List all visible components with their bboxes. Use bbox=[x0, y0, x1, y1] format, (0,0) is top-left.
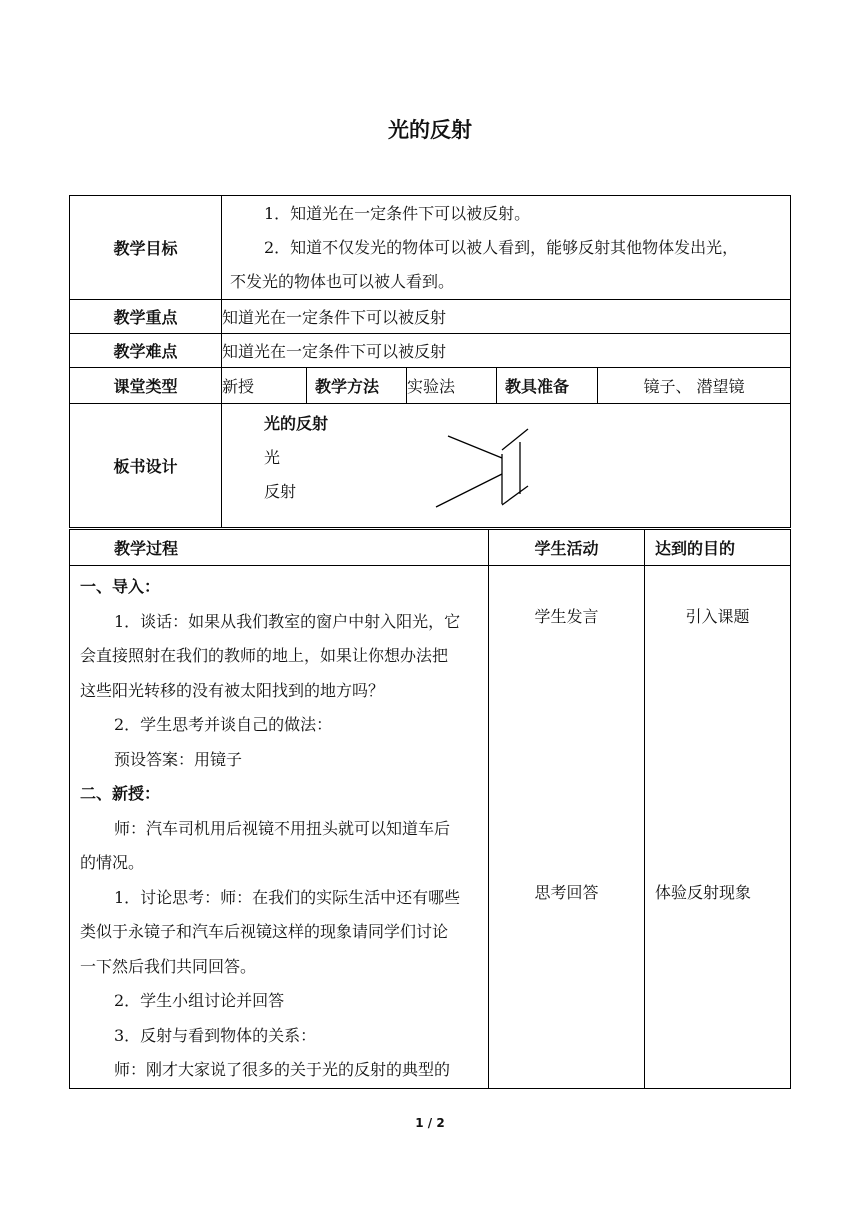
new-para-1-line-2: 的情况。 bbox=[80, 853, 145, 872]
process-content bbox=[70, 566, 489, 1089]
objective-line-2: 2．知道不仅发光的物体可以被人看到，能够反射其他物体发出光， bbox=[264, 237, 739, 257]
difficulty-label: 教学难点 bbox=[70, 334, 222, 368]
intro-para-3: 预设答案：用镜子 bbox=[114, 749, 243, 769]
difficulty-value: 知道光在一定条件下可以被反射 bbox=[222, 334, 791, 368]
process-table bbox=[69, 529, 791, 1089]
board-row bbox=[70, 404, 791, 528]
teaching-tools-label: 教具准备 bbox=[497, 368, 598, 404]
mirror-bottom-edge bbox=[502, 486, 528, 505]
activity-2: 思考回答 bbox=[534, 883, 599, 902]
key-point-value: 知道光在一定条件下可以被反射 bbox=[222, 300, 791, 334]
reflection-diagram bbox=[422, 404, 562, 526]
difficulty-row bbox=[70, 334, 791, 368]
process-body-row bbox=[70, 566, 791, 1089]
objectives-row bbox=[70, 196, 791, 300]
new-para-2-line-1: 1．讨论思考：师：在我们的实际生活中还有哪些 bbox=[114, 887, 461, 907]
teaching-method-value: 实验法 bbox=[407, 368, 497, 404]
key-point-label: 教学重点 bbox=[70, 300, 222, 334]
goal-header: 达到的目的 bbox=[645, 530, 791, 566]
intro-para-1-line-2: 会直接照射在我们的教师的地上，如果让你想办法把 bbox=[80, 646, 449, 665]
process-header-row bbox=[70, 530, 791, 566]
incident-ray-upper bbox=[448, 436, 502, 458]
activity-header: 学生活动 bbox=[489, 530, 645, 566]
new-para-2-line-3: 一下然后我们共同回答。 bbox=[80, 956, 257, 976]
goal-1: 引入课题 bbox=[685, 607, 750, 626]
activity-column bbox=[489, 566, 645, 1089]
intro-para-1-line-1: 1．谈话：如果从我们教室的窗户中射入阳光，它 bbox=[114, 611, 461, 631]
class-type-value: 新授 bbox=[222, 368, 307, 404]
section-new-title: 二、新授： bbox=[80, 784, 161, 803]
objectives-content bbox=[222, 196, 791, 300]
page-number: 1 / 2 bbox=[415, 1116, 445, 1130]
lesson-info-table bbox=[69, 195, 791, 528]
activity-1: 学生发言 bbox=[534, 607, 599, 626]
teaching-method-label: 教学方法 bbox=[307, 368, 407, 404]
objectives-label: 教学目标 bbox=[70, 196, 222, 300]
objective-line-3: 不发光的物体也可以被人看到。 bbox=[230, 271, 455, 291]
goal-column bbox=[645, 566, 791, 1089]
new-para-4: 3．反射与看到物体的关系： bbox=[114, 1025, 317, 1045]
new-para-3: 2．学生小组讨论并回答 bbox=[114, 991, 285, 1010]
key-point-row bbox=[70, 300, 791, 334]
page-title: 光的反射 bbox=[388, 118, 472, 142]
board-content bbox=[222, 404, 791, 528]
mirror-top-edge bbox=[502, 429, 528, 450]
objective-line-1: 1．知道光在一定条件下可以被反射。 bbox=[264, 203, 531, 223]
board-line-reflect: 反射 bbox=[264, 482, 297, 501]
section-intro-title: 一、导入： bbox=[80, 577, 161, 596]
process-header: 教学过程 bbox=[70, 530, 489, 566]
board-heading: 光的反射 bbox=[264, 414, 329, 433]
new-para-1-line-1: 师：汽车司机用后视镜不用扭头就可以知道车后 bbox=[114, 818, 451, 838]
class-info-row bbox=[70, 368, 791, 404]
new-para-5: 师：刚才大家说了很多的关于光的反射的典型的 bbox=[114, 1060, 451, 1079]
incident-ray-lower bbox=[436, 474, 502, 507]
class-type-label: 课堂类型 bbox=[70, 368, 222, 404]
goal-2: 体验反射现象 bbox=[655, 883, 752, 902]
board-line-light: 光 bbox=[264, 448, 281, 467]
intro-para-1-line-3: 这些阳光转移的没有被太阳找到的地方吗？ bbox=[80, 680, 385, 700]
new-para-2-line-2: 类似于永镜子和汽车后视镜这样的现象请同学们讨论 bbox=[80, 922, 449, 941]
intro-para-2: 2．学生思考并谈自己的做法： bbox=[114, 715, 333, 734]
teaching-tools-value: 镜子、 潜望镜 bbox=[598, 368, 791, 404]
board-label: 板书设计 bbox=[70, 404, 222, 528]
